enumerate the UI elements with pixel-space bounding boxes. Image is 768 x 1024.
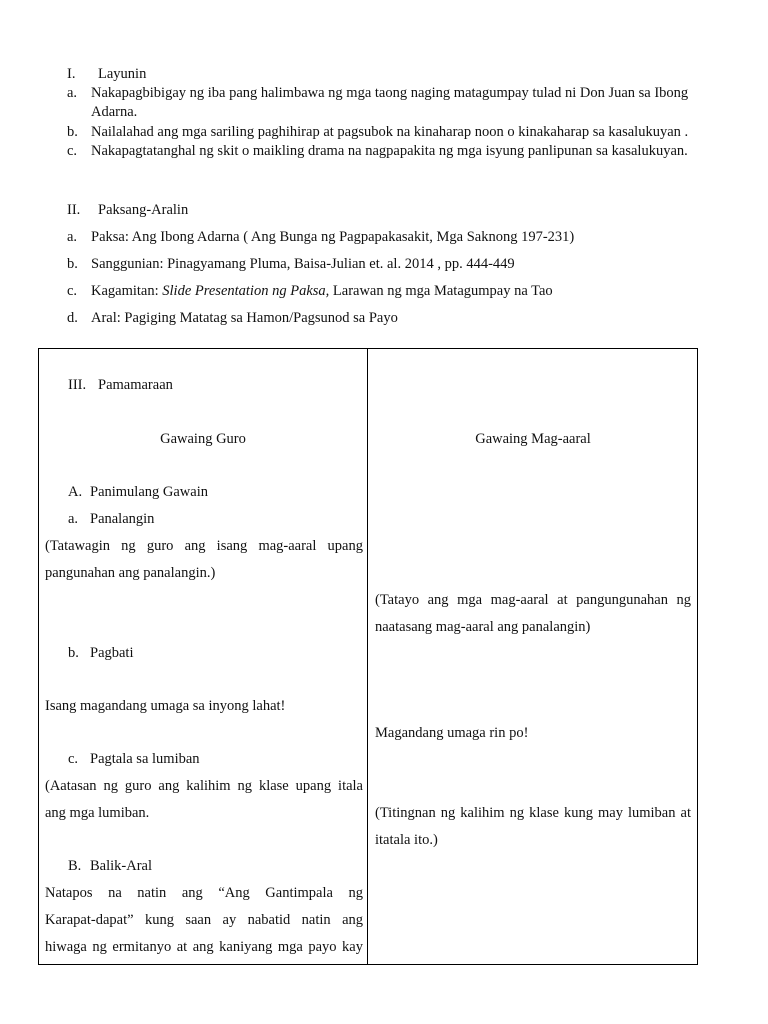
subject-item-materials [67,283,553,300]
objective-item-a-continued: Adarna. [91,104,138,120]
list-marker: c. [67,283,78,299]
section-a-title: Panimulang Gawain [90,484,208,500]
subject-text: Sanggunian: Pinagyamang Pluma, Baisa-Julian et. al. 2014 , pp. 444-449 [91,256,515,272]
list-marker: c. [67,143,78,159]
materials-label: Kagamitan: [91,283,163,299]
greeting-teacher-line: Isang magandang umaga sa inyong lahat! [45,698,286,714]
greeting-student-line: Magandang umaga rin po! [375,725,529,741]
attendance-student-line-2: itatala ito.) [375,832,438,848]
materials-italic-text: Slide Presentation ng Paksa, [162,283,330,299]
objective-text: Nakapagbibigay ng iba pang halimbawa ng mga taong naging matagumpay tulad ni Don Juan sa Ibong [91,85,689,101]
attendance-teacher-line-1: (Aatasan ng guro ang kalihim ng klase upang itala [45,778,363,794]
subject-matter-title: Paksang-Aralin [98,202,189,218]
review-teacher-line-1: Natapos na natin ang “Ang Gantimpala ng [45,885,363,901]
prayer-student-line-2: naatasang mag-aaral ang panalangin) [375,619,591,635]
objectives-heading [67,66,146,83]
objectives-number: I. [67,66,76,82]
attendance-title: Pagtala sa lumiban [90,751,200,767]
prayer-heading [68,511,154,528]
list-marker: d. [67,310,78,326]
materials-text: Larawan ng mga Matagumpay na Tao [329,283,553,299]
objective-item-b [67,124,688,141]
list-marker: a. [67,85,78,101]
prayer-title: Panalangin [90,511,155,527]
list-marker: c. [68,751,79,767]
procedure-title: Pamamaraan [98,377,173,393]
greeting-title: Pagbati [90,645,134,661]
procedure-table [38,348,698,965]
teacher-column-header: Gawaing Guro [160,431,246,447]
list-marker: b. [67,124,78,140]
review-teacher-line-2: Karapat-dapat” kung saan ay nabatid natin ang [45,912,363,928]
procedure-heading [68,377,173,394]
prayer-teacher-line-1: (Tatawagin ng guro ang isang mag-aaral upang [45,538,363,554]
subject-item-topic [67,229,574,246]
section-a-heading [68,484,208,501]
review-heading [68,858,152,875]
prayer-teacher-line-2: pangunahan ang panalangin.) [45,565,216,581]
objective-text: Nakapagtatanghal ng skit o maikling drama na nagpapakita ng mga isyung panlipunan sa kasalukuyan. [91,143,688,159]
list-marker: a. [68,511,79,527]
subject-item-lesson [67,310,398,327]
objective-item-c [67,143,688,160]
attendance-student-line-1: (Titingnan ng kalihim ng klase kung may lumiban at [375,805,691,821]
subject-text: Aral: Pagiging Matatag sa Hamon/Pagsunod sa Payo [91,310,398,326]
attendance-teacher-line-2: ang mga lumiban. [45,805,150,821]
objective-text: Nailalahad ang mga sariling paghihirap at pagsubok na kinaharap noon o kinakaharap sa kasalukuyan . [91,124,689,140]
list-marker: b. [68,645,79,661]
prayer-student-line-1: (Tatayo ang mga mag-aaral at pangungunahan ng [375,592,691,608]
subject-text: Paksa: Ang Ibong Adarna ( Ang Bunga ng Pagpapakasakit, Mga Saknong 197-231) [91,229,575,245]
subject-item-reference [67,256,515,273]
list-marker: B. [68,858,82,874]
list-marker: b. [67,256,78,272]
list-marker: A. [68,484,83,500]
review-title: Balik-Aral [90,858,153,874]
procedure-number: III. [68,377,87,393]
greeting-heading [68,645,134,662]
attendance-heading [68,751,200,768]
subject-matter-number: II. [67,202,81,218]
objectives-title: Layunin [98,66,147,82]
subject-matter-heading [67,202,188,219]
objective-item-a [67,85,688,102]
review-teacher-line-3: hiwaga ng ermitanyo at ang kaniyang mga payo kay [45,939,363,955]
student-column-header: Gawaing Mag-aaral [475,431,591,447]
list-marker: a. [67,229,78,245]
